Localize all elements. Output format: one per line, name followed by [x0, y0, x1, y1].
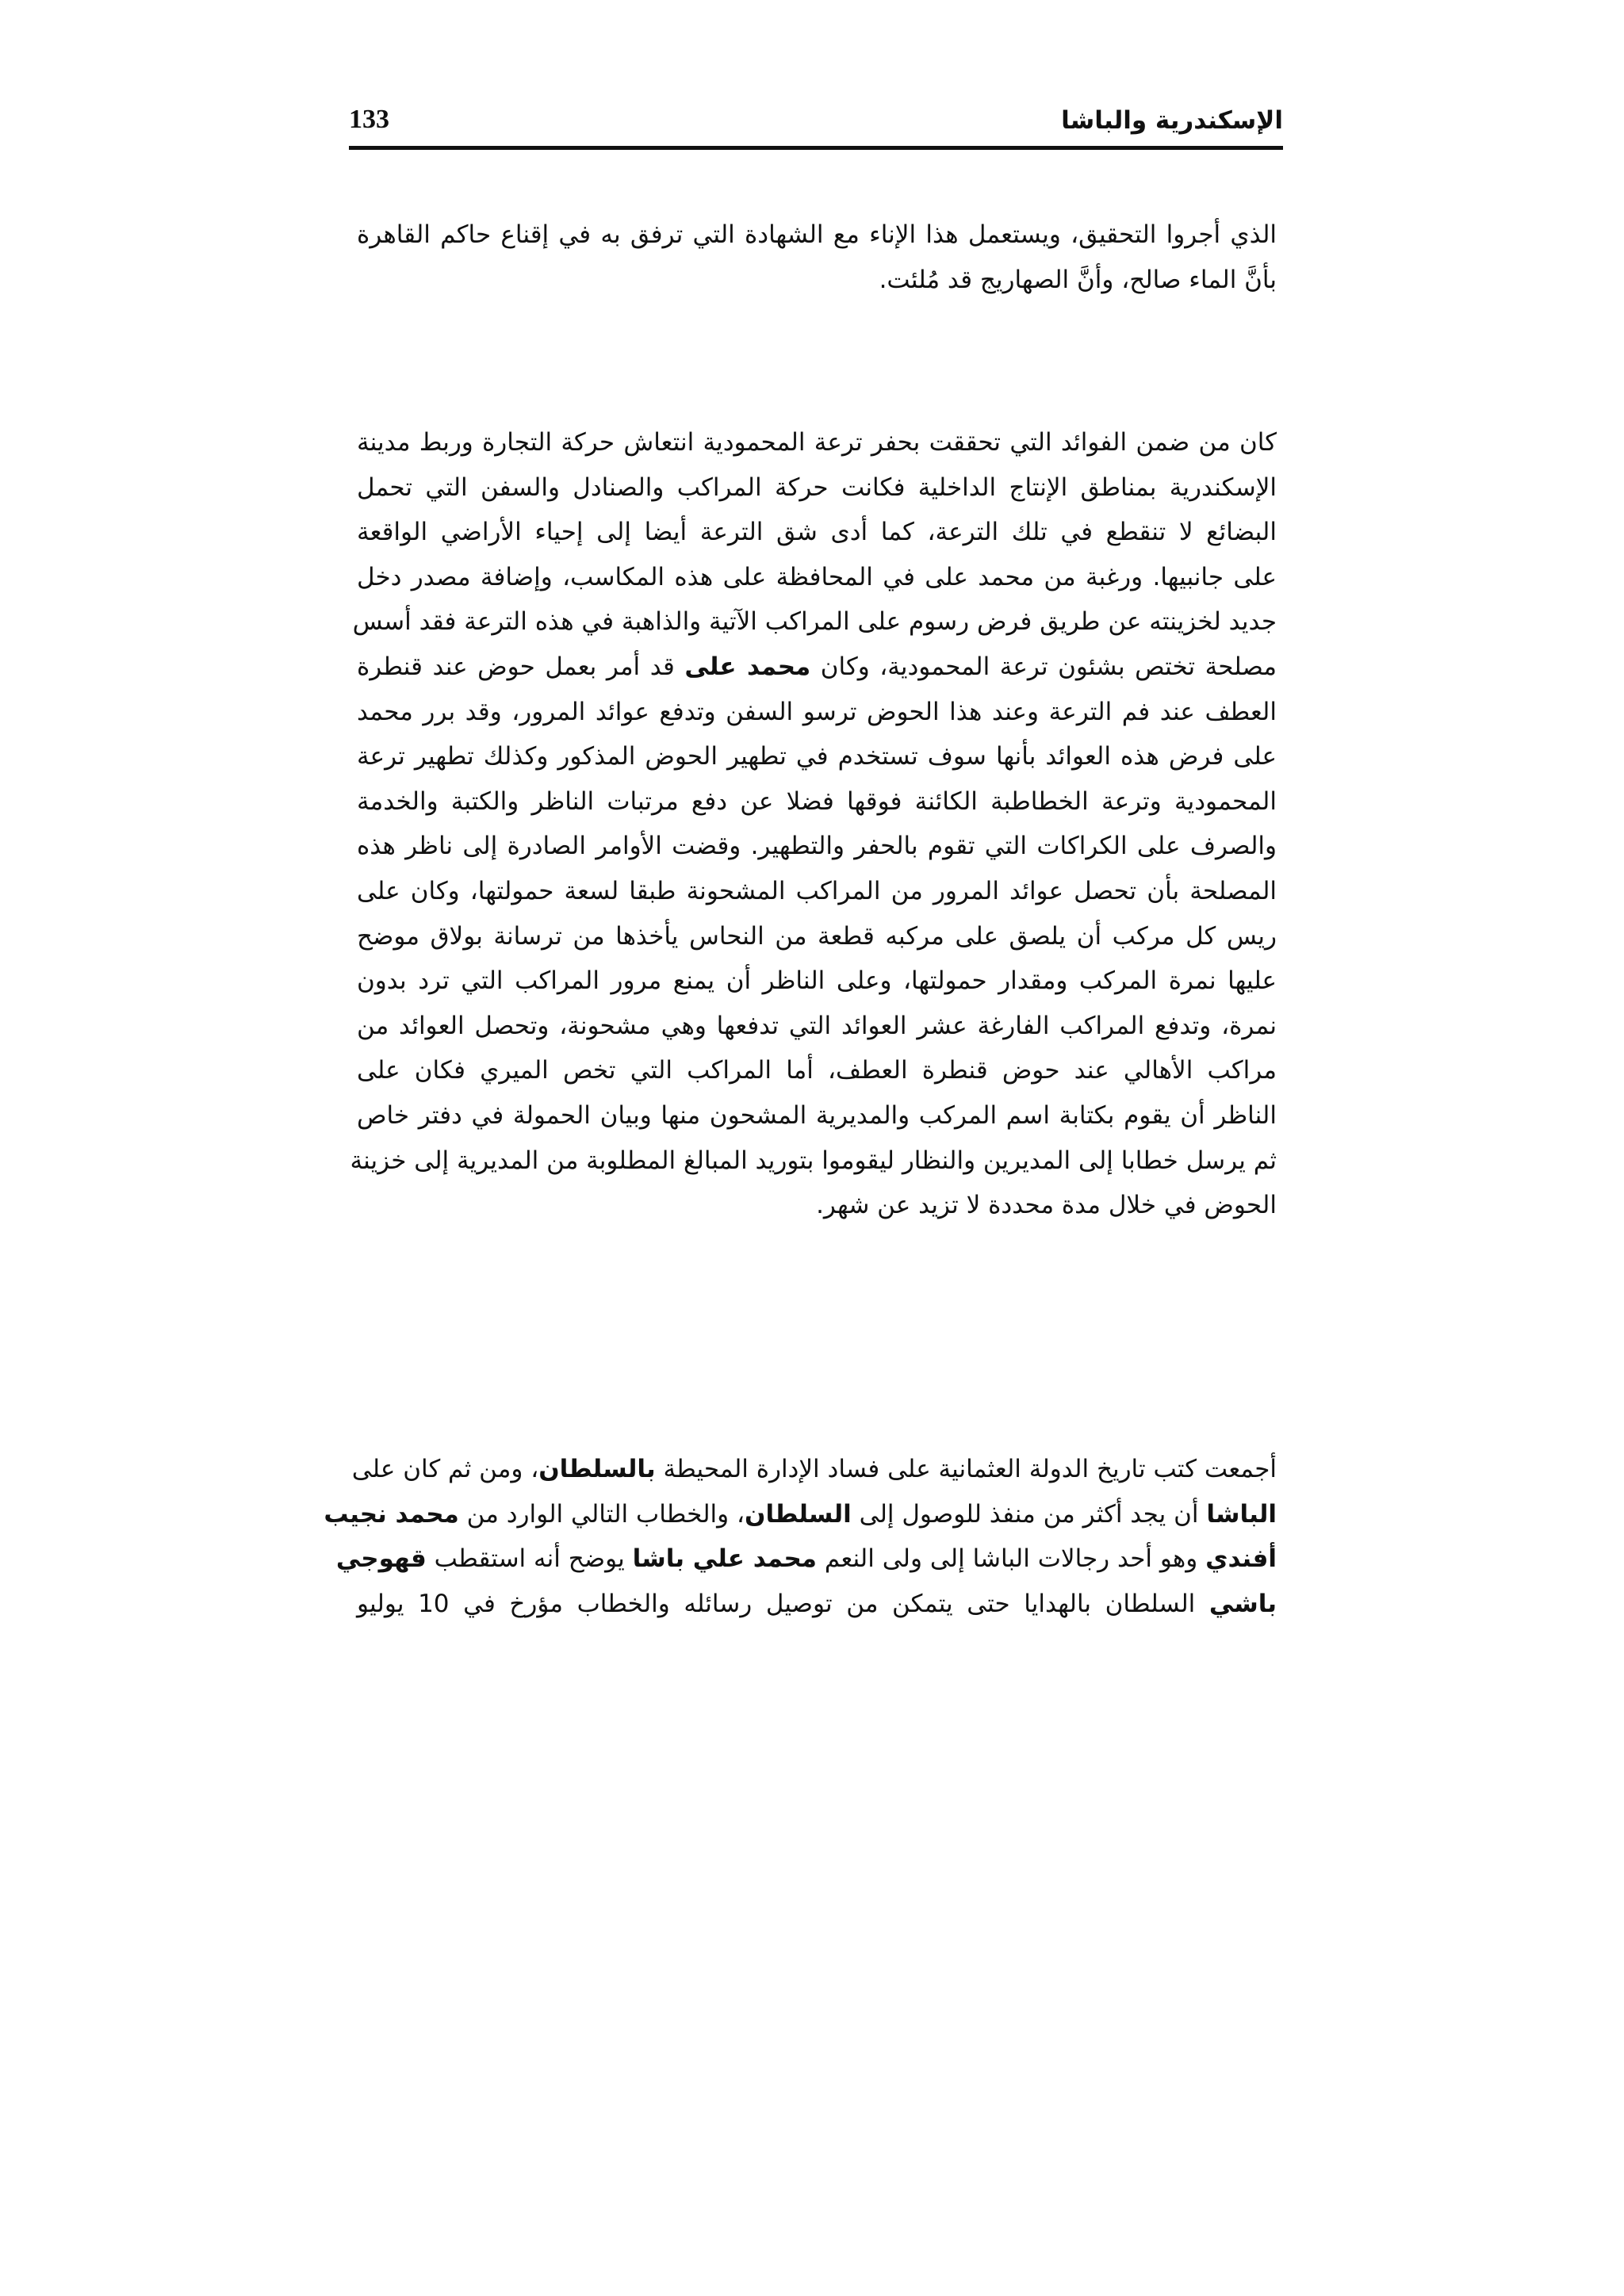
text-line: الإسكندرية بمناطق الإنتاج الداخلية فكانت حركة المراكب والصنادل والسفن التي تحمل: [357, 473, 1277, 502]
bold-name: باشي: [1208, 1589, 1277, 1618]
bold-name: محمد على: [684, 652, 811, 681]
text-line: عليها نمرة المركب ومقدار حمولتها، وعلى الناظر أن يمنع مرور المراكب التي ترد بدون: [357, 966, 1277, 996]
text-line: [324, 1492, 1277, 1537]
text-line: مراكب الأهالي عند حوض قنطرة العطف، أما المراكب التي تخص الميري فكان على: [357, 1056, 1277, 1085]
running-header: [349, 101, 1283, 146]
text-run: السلطان بالهدايا حتى يتمكن من توصيل رسائله والخطاب مؤرخ في 10 يوليو: [357, 1589, 1196, 1618]
page-number: 133: [349, 105, 389, 134]
text-run: وهو أحد رجالات الباشا إلى ولى النعم: [824, 1544, 1198, 1574]
text-run: ، والخطاب التالي الوارد من: [466, 1499, 745, 1529]
text-run: مصلحة تختص بشئون ترعة المحمودية، وكان: [820, 652, 1277, 681]
text-run: أن يجد أكثر من منفذ للوصول إلى: [859, 1499, 1199, 1529]
text-line: نمرة، وتدفع المراكب الفارغة عشر العوائد التي تدفعها وهي مشحونة، وتحصل العوائد من: [357, 1011, 1277, 1040]
text-line: [351, 1447, 1277, 1492]
text-line: على جانبيها. ورغبة من محمد على في المحافظة على هذه المكاسب، وإضافة مصدر دخل: [357, 562, 1277, 591]
running-header-title: الإسكندرية والباشا: [1061, 106, 1283, 135]
bold-name: أفندي: [1205, 1544, 1277, 1574]
text-line: ريس كل مركب أن يلصق على مركبه قطعة من النحاس يأخذها من ترسانة بولاق موضح: [357, 921, 1277, 951]
bold-name: الباشا: [1206, 1499, 1277, 1529]
text-run: يوضح أنه استقطب: [434, 1544, 625, 1574]
bold-name: قهوجي: [335, 1544, 427, 1574]
text-line: الذي أجروا التحقيق، ويستعمل هذا الإناء مع الشهادة التي ترفق به في إقناع حاكم القاهرة: [357, 220, 1277, 249]
text-line: بأنَّ الماء صالح، وأنَّ الصهاريج قد مُلئت.: [879, 265, 1277, 294]
paragraph-mahmoudia-canal: [350, 420, 1277, 1228]
text-line: الحوض في خلال مدة محددة لا تزيد عن شهر.: [816, 1191, 1277, 1220]
text-line: [335, 1536, 1277, 1582]
bold-name: محمد نجيب: [324, 1499, 459, 1529]
paragraph-ottoman-administration: [324, 1447, 1277, 1626]
bold-name: محمد علي باشا: [632, 1544, 817, 1574]
text-line: ثم يرسل خطابا إلى المديرين والنظار ليقوموا بتوريد المبالغ المطلوبة من المديرية إلى خزينة: [350, 1146, 1277, 1175]
text-line: كان من ضمن الفوائد التي تحققت بحفر ترعة المحمودية انتعاش حركة التجارة وربط مدينة: [357, 428, 1277, 457]
text-line: البضائع لا تنقطع في تلك الترعة، كما أدى شق الترعة أيضا إلى إحياء الأراضي الواقعة: [357, 518, 1277, 547]
text-run: أجمعت كتب تاريخ الدولة العثمانية على فساد الإدارة المحيطة: [663, 1455, 1277, 1483]
text-line: على فرض هذه العوائد بأنها سوف تستخدم في تطهير الحوض المذكور وكذلك تطهير ترعة: [357, 742, 1277, 771]
bold-name: بالسلطان: [538, 1455, 656, 1483]
text-line: جديد لخزينته عن طريق فرض رسوم على المراكب الآتية والذاهبة في هذه الترعة فقد أسس: [352, 607, 1277, 637]
text-line: المصلحة بأن تحصل عوائد المرور من المراكب المشحونة طبقا لسعة حمولتها، وكان على: [357, 876, 1277, 905]
text-line: الناظر أن يقوم بكتابة اسم المركب والمديرية المشحون منها وبيان الحمولة في دفتر خاص: [357, 1100, 1277, 1130]
text-line: العطف عند فم الترعة وعند هذا الحوض ترسو السفن وتدفع عوائد المرور، وقد برر محمد: [357, 697, 1277, 726]
text-run: ، ومن ثم كان على: [351, 1455, 539, 1483]
text-line: [357, 1582, 1277, 1627]
bold-name: السلطان: [744, 1499, 852, 1529]
text-line: والصرف على الكراكات التي تقوم بالحفر والتطهير. وقضت الأوامر الصادرة إلى ناظر هذه: [357, 832, 1277, 861]
text-run: قد أمر بعمل حوض عند قنطرة: [357, 652, 675, 681]
paragraph-continued: [357, 212, 1277, 302]
text-line: [357, 645, 1277, 690]
header-rule: [349, 146, 1283, 150]
text-line: المحمودية وترعة الخطاطبة الكائنة فوقها فضلا عن دفع مرتبات الناظر والكتبة والخدمة: [357, 786, 1277, 816]
